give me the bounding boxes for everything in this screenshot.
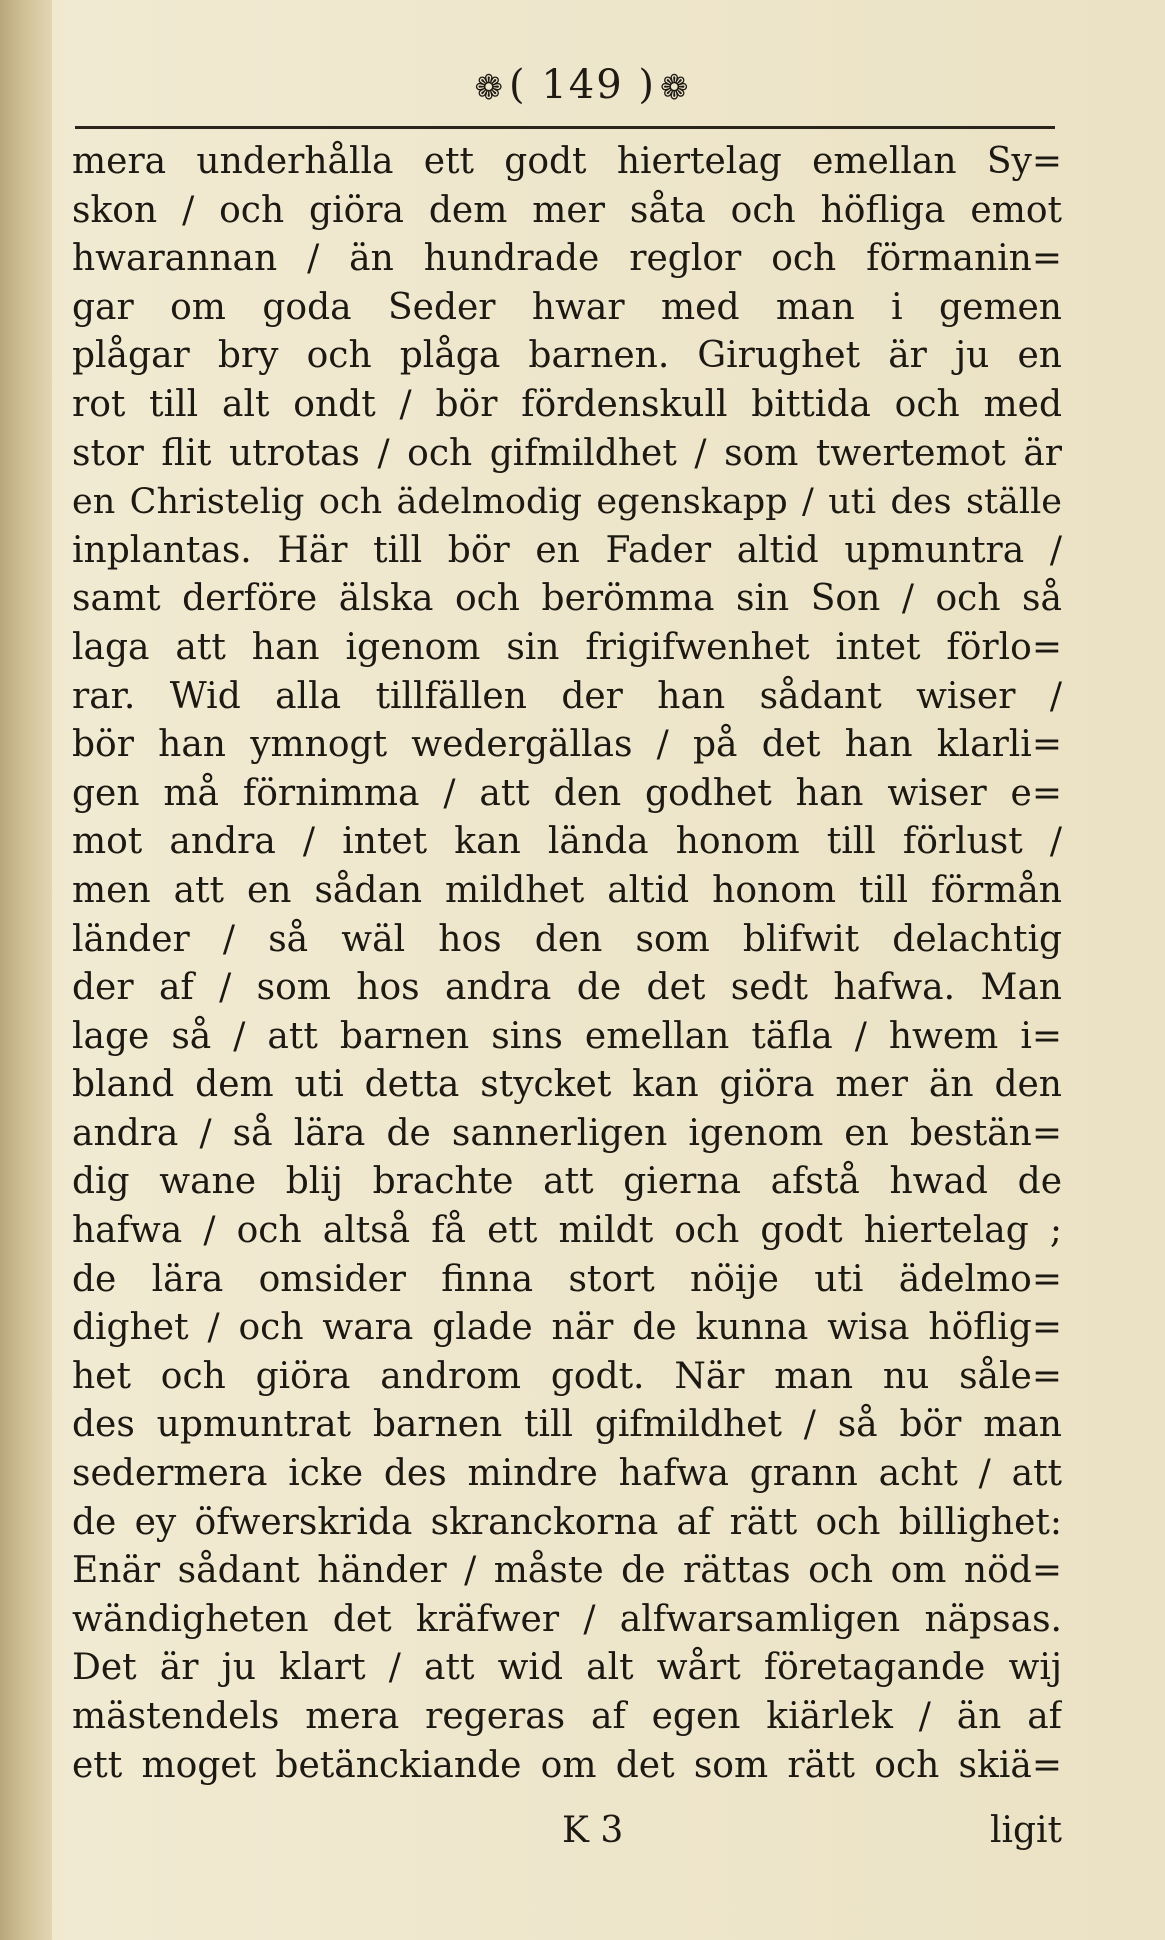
ornament-left-icon: ❁	[474, 68, 505, 108]
text-line: hafwa / och altså få ett mildt och godt hiertelag ;	[72, 1210, 1062, 1252]
page-header	[0, 62, 1165, 108]
text-line: länder / så wäl hos den som blifwit delachtig	[72, 918, 1062, 960]
ornament-right-icon: ❁	[660, 68, 691, 108]
text-line: stor flit utrotas / och gifmildhet / som twertemot är	[72, 432, 1062, 474]
text-line: bör han ymnogt wedergällas / på det han klarli=	[72, 724, 1062, 766]
text-line: samt derföre älska och berömma sin Son / och så	[72, 578, 1062, 620]
text-line: dig wane blij brachte att gierna afstå hwad de	[72, 1161, 1062, 1203]
text-line: gen må förnimma / att den godhet han wiser e=	[72, 772, 1062, 814]
text-line: hwarannan / än hundrade reglor och förmanin=	[72, 238, 1062, 280]
header-rule	[75, 126, 1055, 129]
text-line: mera underhålla ett godt hiertelag emellan Sy=	[72, 141, 1062, 182]
text-line: der af / som hos andra de det sedt hafwa. Man	[72, 967, 1062, 1009]
text-line: de lära omsider finna stort nöije uti ädelmo=	[72, 1258, 1062, 1300]
body-text	[72, 138, 1062, 1790]
text-line: andra / så lära de sannerligen igenom en bestän=	[72, 1112, 1062, 1154]
text-line: Det är ju klart / att wid alt wårt företagande wij	[72, 1647, 1062, 1689]
text-line: de ey öfwerskrida skranckorna af rätt och billighet:	[72, 1501, 1062, 1543]
text-line: men att en sådan mildhet altid honom till förmån	[72, 869, 1062, 911]
text-line: dighet / och wara glade när de kunna wisa höflig=	[72, 1307, 1062, 1349]
text-line: wändigheten det kräfwer / alfwarsamligen näpsas.	[72, 1598, 1062, 1640]
text-line: laga att han igenom sin frigifwenhet intet förlo=	[72, 626, 1062, 668]
text-line: het och giöra androm godt. När man nu såle=	[72, 1355, 1062, 1397]
text-line: Enär sådant händer / måste de rättas och om nöd=	[72, 1550, 1062, 1592]
signature-mark: K 3	[562, 1810, 624, 1851]
text-line: lage så / att barnen sins emellan täfla / hwem i=	[72, 1015, 1062, 1057]
text-line: gar om goda Seder hwar med man i gemen	[72, 286, 1062, 328]
page-number: ( 149 )	[509, 62, 656, 108]
page-gutter	[0, 0, 52, 1940]
text-line: des upmuntrat barnen till gifmildhet / så bör man	[72, 1404, 1062, 1446]
text-line: rot till alt ondt / bör fördenskull bittida och med	[72, 383, 1062, 425]
text-line: ett moget betänckiande om det som rätt och skiä=	[72, 1744, 1062, 1786]
text-line: skon / och giöra dem mer såta och höfliga emot	[72, 189, 1062, 231]
text-line: bland dem uti detta stycket kan giöra mer än den	[72, 1064, 1062, 1106]
text-line: sedermera icke des mindre hafwa grann acht / att	[72, 1453, 1062, 1495]
catchword: ligit	[989, 1810, 1062, 1851]
text-line: mot andra / intet kan lända honom till förlust /	[72, 821, 1062, 863]
text-line: plågar bry och plåga barnen. Girughet är ju en	[72, 335, 1062, 377]
text-line: mästendels mera regeras af egen kiärlek / än af	[72, 1696, 1062, 1737]
text-line: en Christelig och ädelmodig egenskapp / uti des ställe	[72, 482, 1062, 523]
text-line: inplantas. Här till bör en Fader altid upmuntra /	[72, 529, 1062, 571]
text-line: rar. Wid alla tillfällen der han sådant wiser /	[72, 675, 1062, 717]
page-footer	[72, 1810, 1062, 1860]
